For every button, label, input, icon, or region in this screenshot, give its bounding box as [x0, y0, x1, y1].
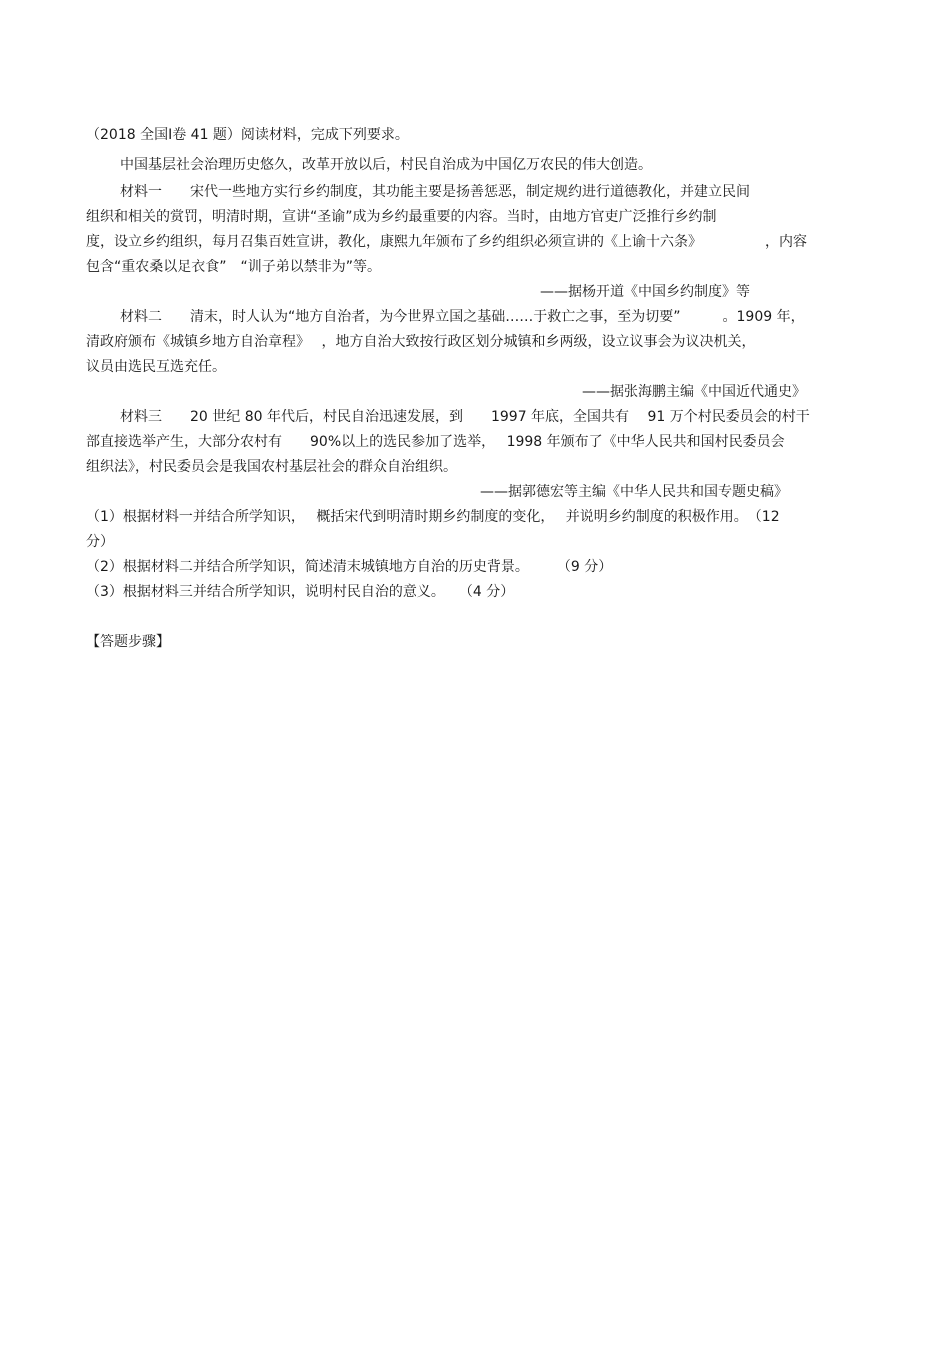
material3-line-1: 材料三 20 世纪 80 年代后，村民自治迅速发展，到 1997 年底，全国共有 91 万个村民委员会的村干: [120, 409, 810, 425]
material2-source: ——据张海鹏主编《中国近代通史》: [582, 384, 806, 400]
answer-steps-label: 【答题步骤】: [86, 634, 170, 650]
material1-line-1: 材料一 宋代一些地方实行乡约制度，其功能主要是扬善惩恶，制定规约进行道德教化，并建立民间: [120, 184, 750, 200]
material2-line-1: 材料二 清末，时人认为“地方自治者，为今世界立国之基础……于救亡之事，至为切要” 。1909 年，: [120, 309, 805, 325]
material3-line-2: 部直接选举产生，大部分农村有 90%以上的选民参加了选举， 1998 年颁布了《中华人民共和国村民委员会: [86, 434, 785, 450]
material1-line-2: 组织和相关的赏罚，明清时期，宣讲“圣谕”成为乡约最重要的内容。当时，由地方官吏广泛推行乡约制: [86, 209, 717, 225]
question-2: （2）根据材料二并结合所学知识，简述清末城镇地方自治的历史背景。 （9 分）: [86, 559, 613, 575]
question-1: （1）根据材料一并结合所学知识， 概括宋代到明清时期乡约制度的变化， 并说明乡约制度的积极作用。 （12: [86, 509, 780, 525]
material3-source: ——据郭德宏等主编《中华人民共和国专题史稿》: [480, 484, 788, 500]
material1-line-4: 包含“重农桑以足衣食” “训子弟以禁非为”等。: [86, 259, 382, 275]
question-1-cont: 分）: [86, 534, 114, 550]
material2-line-2: 清政府颁布《城镇乡地方自治章程》 ，地方自治大致按行政区划分城镇和乡两级，设立议事会为议决机关，: [86, 334, 756, 350]
material1-line-3: 度，设立乡约组织，每月召集百姓宣讲，教化，康熙九年颁布了乡约组织必须宣讲的《上谕十六条》 ，内容: [86, 234, 807, 250]
question-header: （2018 全国Ⅰ卷 41 题）阅读材料，完成下列要求。: [86, 127, 409, 143]
intro-text: 中国基层社会治理历史悠久，改革开放以后，村民自治成为中国亿万农民的伟大创造。: [120, 157, 652, 173]
material2-line-3: 议员由选民互选充任。: [86, 359, 226, 375]
material1-source: ——据杨开道《中国乡约制度》等: [540, 284, 750, 300]
question-3: （3）根据材料三并结合所学知识，说明村民自治的意义。 （4 分）: [86, 584, 515, 600]
material3-line-3: 组织法》，村民委员会是我国农村基层社会的群众自治组织。: [86, 459, 457, 475]
